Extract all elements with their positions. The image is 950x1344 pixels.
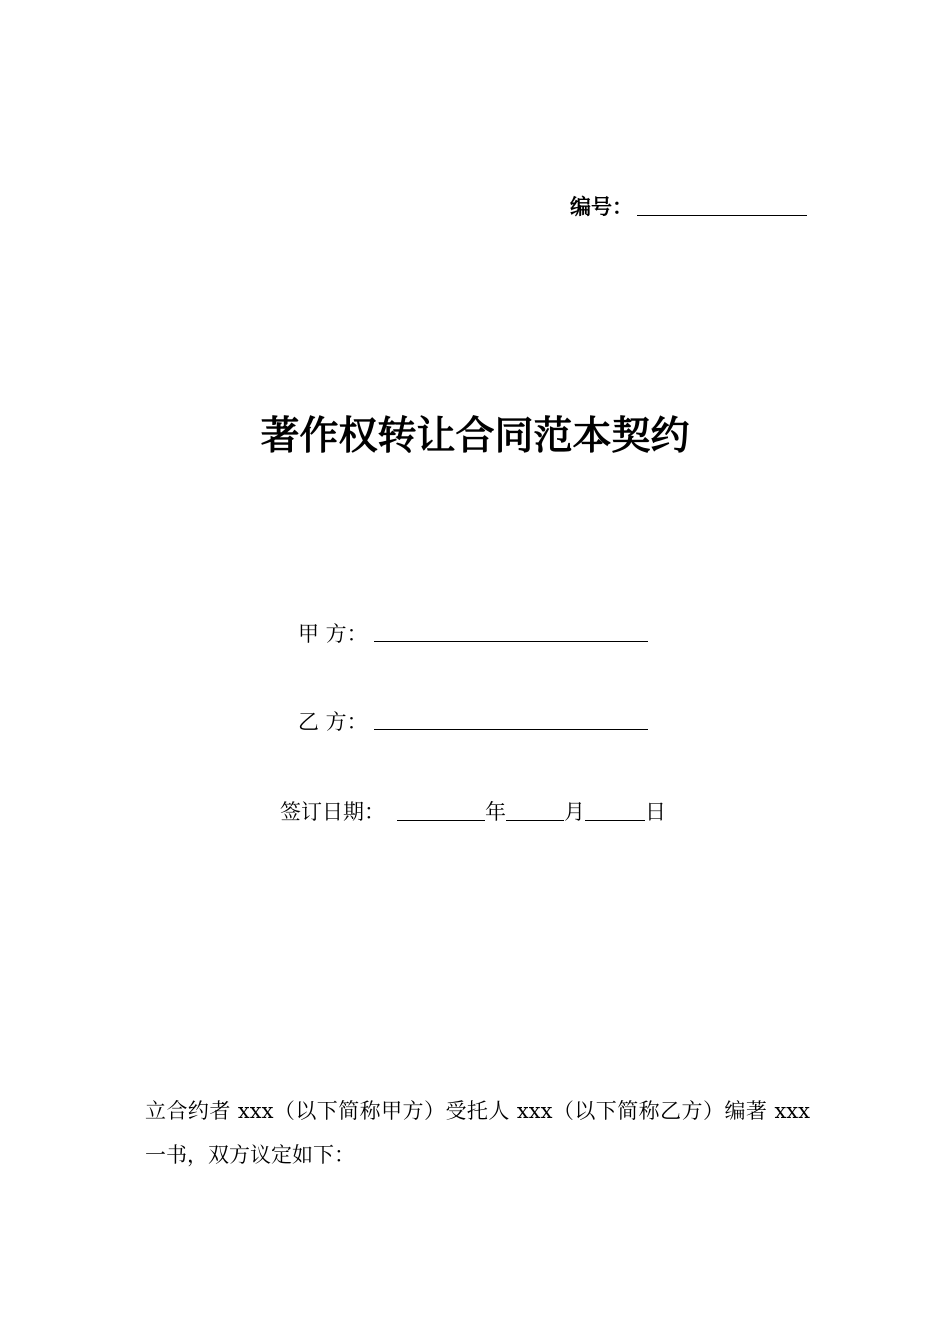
day-blank [585, 820, 645, 821]
contract-number-label: 编号： [570, 195, 633, 219]
party-b-field [298, 706, 648, 736]
party-a-field [298, 618, 648, 648]
party-a-label: 甲 方： [298, 622, 368, 646]
party-a-blank [374, 641, 648, 642]
year-label: 年 [485, 800, 506, 824]
party-b-label: 乙 方： [298, 710, 368, 734]
month-label: 月 [564, 800, 585, 824]
signing-date-field [280, 795, 666, 827]
contract-number-blank [637, 215, 807, 216]
preamble-paragraph: 立合约者 xxx（以下简称甲方）受托人 xxx（以下简称乙方）编著 xxx 一书，双方议定如下： [145, 1099, 810, 1167]
month-blank [506, 820, 564, 821]
year-blank [397, 820, 485, 821]
day-label: 日 [645, 800, 666, 824]
document-title: 著作权转让合同范本契约 [260, 414, 690, 459]
contract-number-field [570, 190, 807, 220]
party-b-blank [374, 729, 648, 730]
signing-date-label: 签订日期： [280, 800, 385, 824]
